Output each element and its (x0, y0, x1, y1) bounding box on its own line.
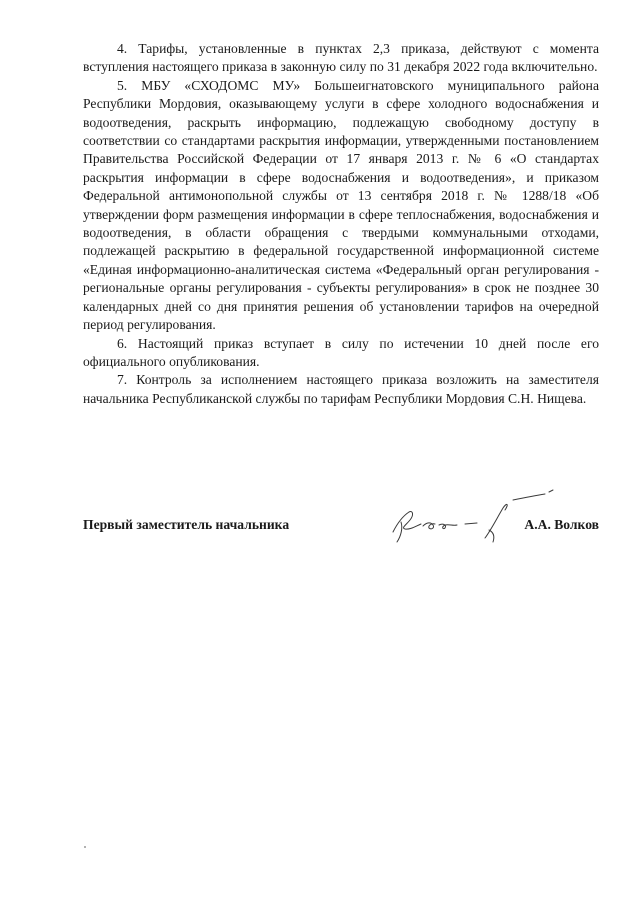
signature-block (83, 516, 599, 576)
paragraph-6: 6. Настоящий приказ вступает в силу по истечении 10 дней после его официального опубликования. (83, 335, 599, 369)
signer-position-title: Первый заместитель начальника (83, 517, 290, 532)
paragraph-7: 7. Контроль за исполнением настоящего приказа возложить на заместителя начальника Республиканской службы по тарифам Республики Мордовия С.Н. Нищева. (83, 372, 599, 406)
paragraph-4: 4. Тарифы, установленные в пунктах 2,3 приказа, действуют с момента вступления настоящего приказа в законную силу по 31 декабря 2022 года включительно. (83, 41, 599, 75)
document-body (83, 40, 599, 408)
scan-dot (84, 846, 86, 848)
paragraph-5: 5. МБУ «СХОДОМС МУ» Большеигнатовского муниципального района Республики Мордовия, оказывающему услуги в сфере холодного водоснабжения и водоотведения, раскрыть информацию, подлежащую свободному доступу в соответствии со стандартами раскрытия информации, утвержденными постановлением Правительства Российской Федерации от 17 января 2013 г. № 6 «О стандартах раскрытия информации в сфере водоснабжения и водоотведения», и приказом Федеральной антимонопольной службы от 13 сентября 2018 г. № 1288/18 «Об утверждении форм размещения информации в сфере теплоснабжения, водоснабжения и водоотведения, в области обращения с твердыми коммунальными отходами, подлежащей раскрытию в федеральной государственной информационной системе «Единая информационно-аналитическая система «Федеральный орган регулирования - региональные органы регулирования - субъекты регулирования» в срок не позднее 30 календарных дней со дня принятия решения об установлении тарифов на очередной период регулирования. (83, 77, 599, 333)
signer-name: А.А. Волков (524, 517, 599, 532)
